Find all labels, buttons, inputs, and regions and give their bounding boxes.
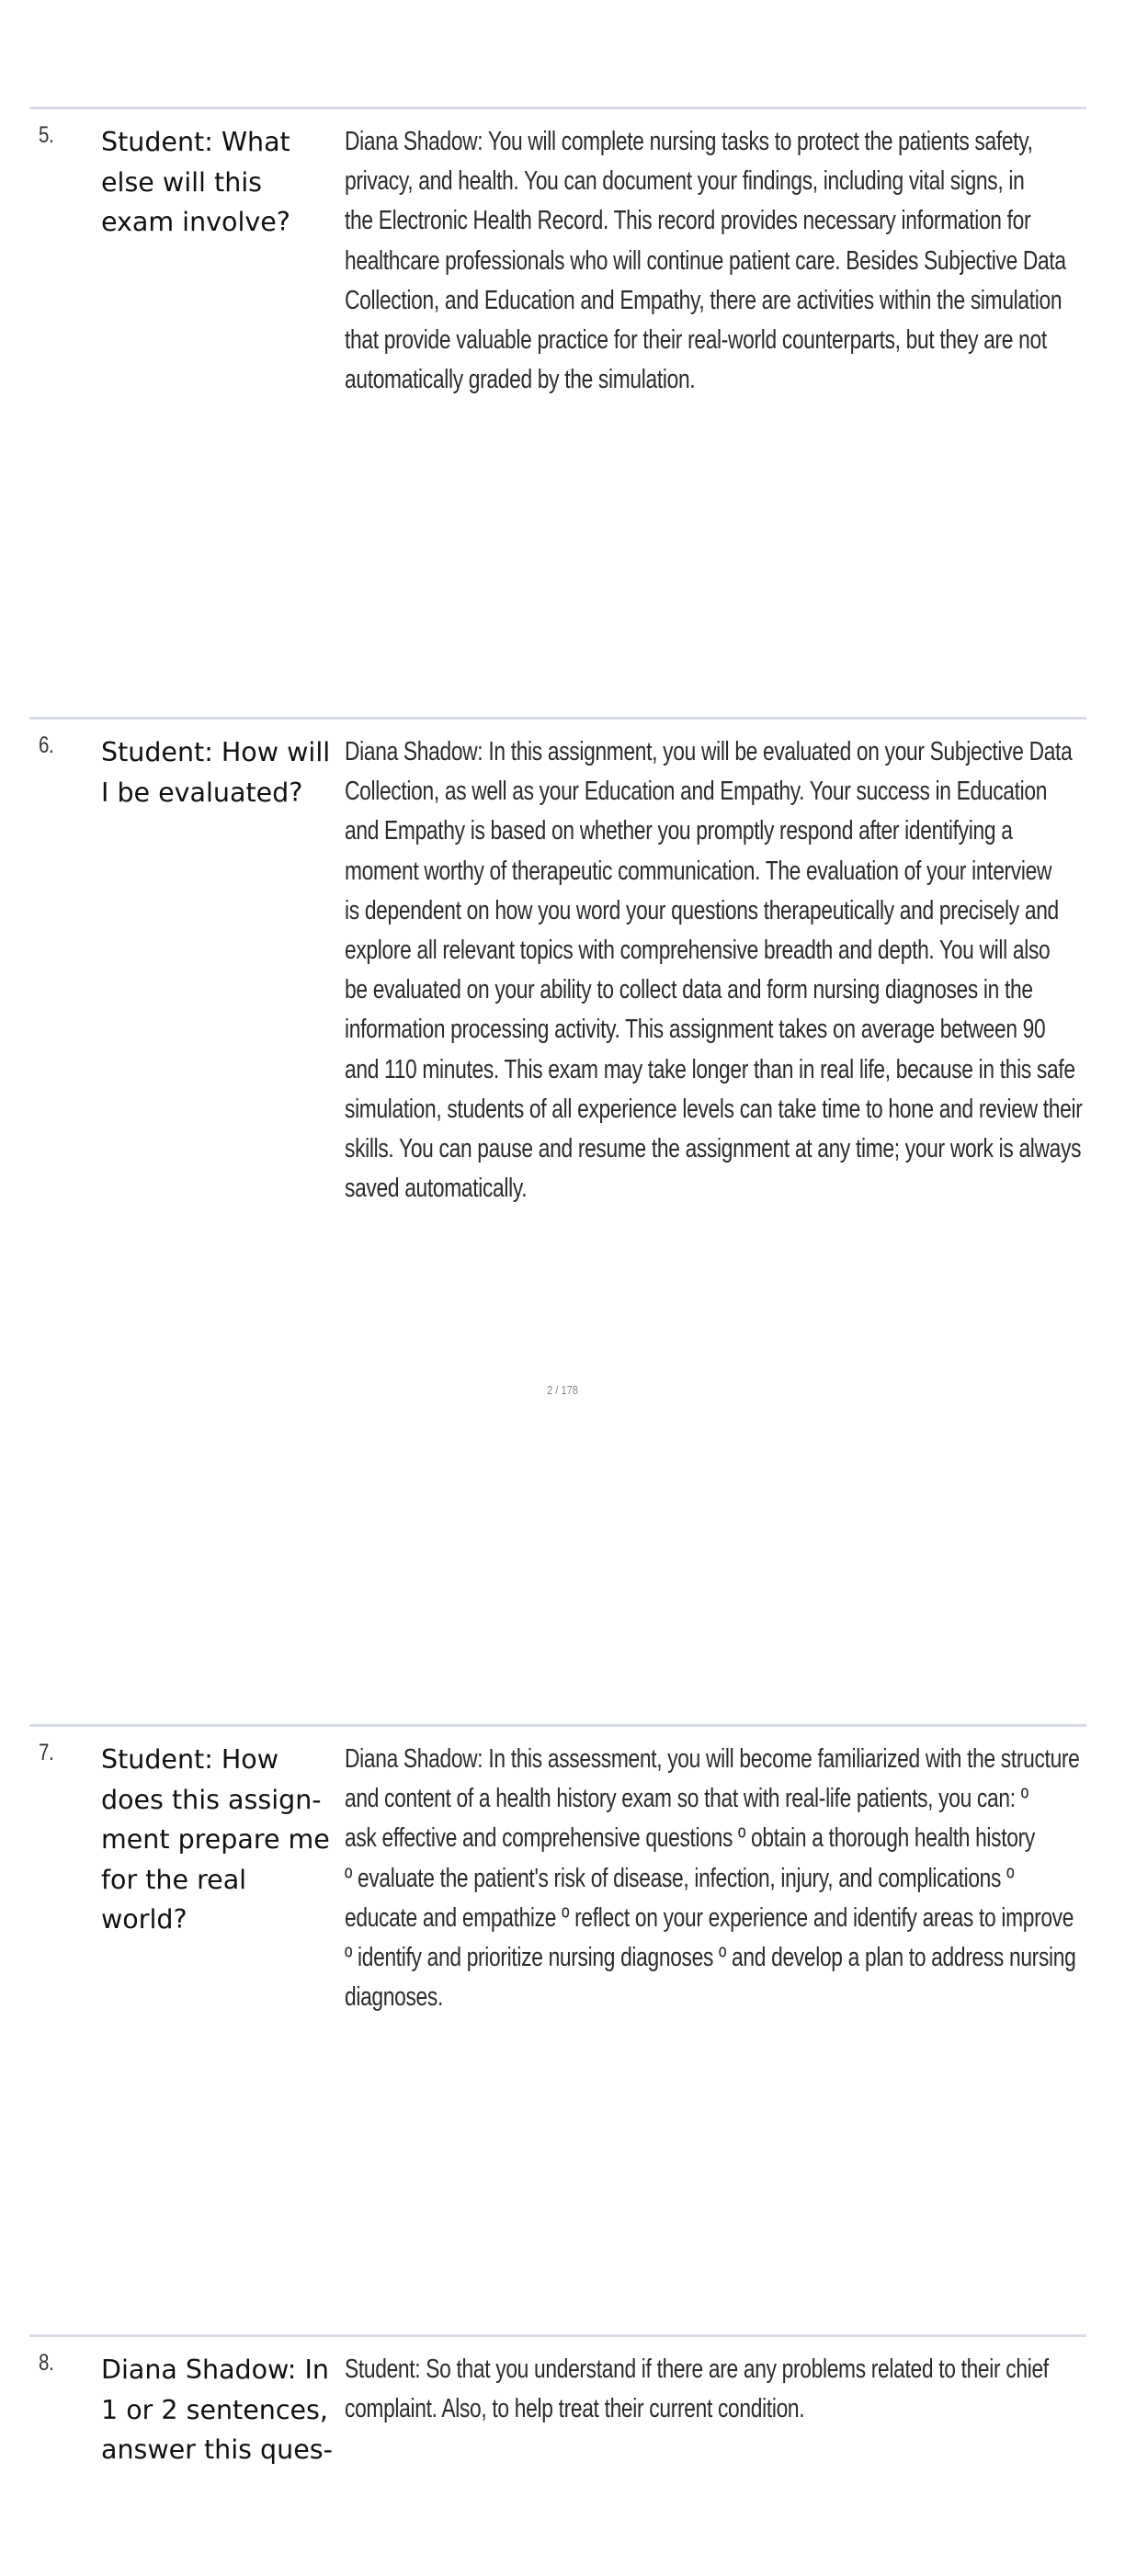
answer-line: is dependent on how you word your questions therapeutically and precisely and	[345, 895, 1059, 925]
answer-line: privacy, and health. You can document your findings, including vital signs, in	[345, 166, 1025, 197]
answer-line: º identify and prioritize nursing diagnoses º and develop a plan to address nursing	[345, 1943, 1076, 1973]
answer-line: healthcare professionals who will continue patient care. Besides Subjective Data	[345, 245, 1066, 276]
answer-line: Diana Shadow: In this assessment, you will become familiarized with the structure	[345, 1744, 1080, 1774]
answer-line: simulation, students of all experience levels can take time to hone and review their	[345, 1094, 1083, 1124]
answer-line: º evaluate the patient's risk of disease, infection, injury, and complications º	[345, 1863, 1015, 1893]
row-answer	[345, 122, 1071, 400]
question-line: exam involve?	[101, 207, 290, 237]
row-number: 5.	[39, 122, 54, 148]
answer-line: be evaluated on your ability to collect data and form nursing diagnoses in the	[345, 975, 1033, 1005]
question-line: does this assign-	[101, 1784, 322, 1815]
row-question	[101, 122, 340, 243]
question-line: world?	[101, 1904, 188, 1935]
answer-line: saved automatically.	[345, 1174, 528, 1204]
row-number: 7.	[39, 1740, 54, 1765]
answer-line: information processing activity. This assignment takes on average between 90	[345, 1015, 1046, 1045]
answer-line: and Empathy is based on whether you promptly respond after identifying a	[345, 816, 1013, 846]
page-indicator: 2 / 178	[547, 1383, 578, 1397]
row-number: 6.	[39, 732, 54, 758]
answer-line: Diana Shadow: You will complete nursing tasks to protect the patients safety,	[345, 127, 1033, 156]
question-line: 1 or 2 sentences,	[101, 2394, 328, 2425]
table-row	[29, 2334, 1086, 2576]
answer-line: moment worthy of therapeutic communication. The evaluation of your interview	[345, 856, 1052, 886]
row-answer	[345, 1740, 1080, 2017]
row-question	[101, 732, 340, 812]
table-row	[29, 107, 1086, 413]
answer-line: Collection, and Education and Empathy, there are activities within the simulation	[345, 285, 1062, 315]
row-question	[101, 1740, 340, 1940]
answer-line: Collection, as well as your Education and Empathy. Your success in Education	[345, 777, 1048, 807]
answer-line: and content of a health history exam so that with real-life patients, you can: º	[345, 1784, 1028, 1814]
answer-line: Diana Shadow: In this assignment, you will be evaluated on your Subjective Data	[345, 737, 1073, 766]
table-row	[29, 1724, 1086, 2030]
question-line: ment prepare me	[101, 1824, 330, 1855]
question-line: for the real	[101, 1864, 247, 1895]
answer-line: educate and empathize º reflect on your experience and identify areas to improve	[345, 1902, 1074, 1933]
answer-line: skills. You can pause and resume the assignment at any time; your work is always	[345, 1134, 1082, 1164]
question-line: Diana Shadow: In	[101, 2355, 329, 2385]
row-question	[101, 2350, 340, 2470]
answer-line: that provide valuable practice for their real-world counterparts, but they are not	[345, 325, 1047, 356]
answer-line: explore all relevant topics with comprehensive breadth and depth. You will also	[345, 936, 1051, 966]
qa-table	[29, 107, 1086, 2465]
answer-line: the Electronic Health Record. This record provides necessary information for	[345, 206, 1031, 236]
row-answer	[345, 732, 1083, 1209]
question-line: Student: How will	[101, 737, 331, 767]
table-row	[29, 717, 1086, 1221]
question-line: I be evaluated?	[101, 777, 303, 808]
answer-line: ask effective and comprehensive questions º obtain a thorough health history	[345, 1823, 1035, 1854]
row-number: 8.	[39, 2350, 54, 2376]
question-line: Student: How	[101, 1744, 279, 1775]
answer-line: automatically graded by the simulation.	[345, 365, 696, 395]
question-line: Student: What	[101, 127, 290, 157]
answer-line: Student: So that you understand if there are any problems related to their chief	[345, 2355, 1049, 2384]
answer-line: complaint. Also, to help treat their current condition.	[345, 2394, 805, 2424]
row-answer	[345, 2350, 1071, 2429]
question-line: else will this	[101, 166, 263, 198]
answer-line: diagnoses.	[345, 1982, 443, 2013]
question-line: answer this ques-	[101, 2434, 333, 2465]
answer-line: and 110 minutes. This exam may take longer than in real life, because in this safe	[345, 1054, 1075, 1084]
